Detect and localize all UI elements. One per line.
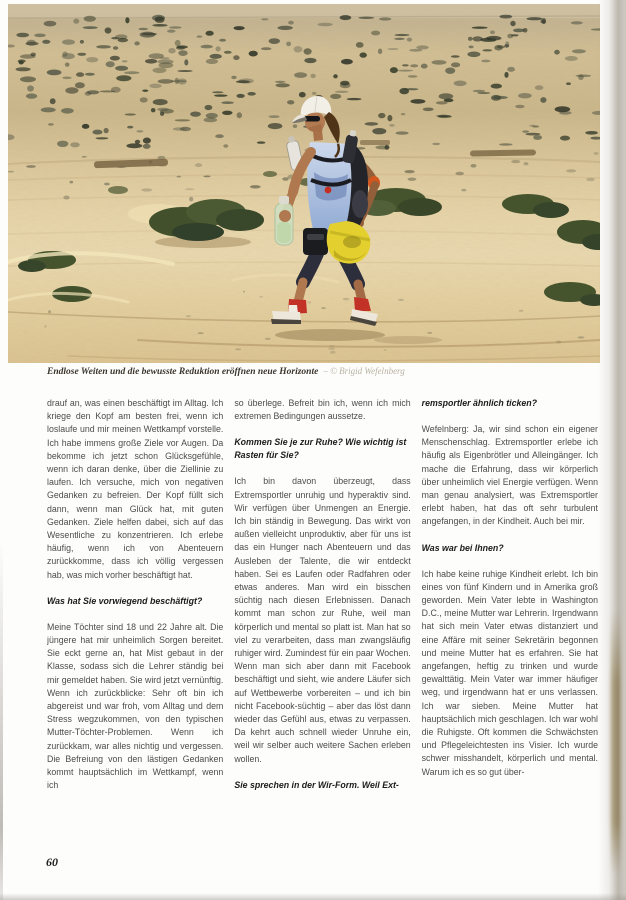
body-paragraph: so überlege. Befreit bin ich, wenn ich mich extremen Bedingungen aussetze.: [234, 398, 411, 422]
interview-question: Kommen Sie je zur Ruhe? Wie wichtig ist Rasten für Sie?: [234, 437, 407, 461]
photo-caption: [47, 366, 592, 377]
page-number: 60: [46, 855, 58, 869]
interview-question: Sie sprechen in der Wir-Form. Weil Ext-: [234, 779, 399, 790]
waist-pouch-black: [303, 228, 328, 255]
article-column-2: [234, 397, 410, 839]
article-body: [47, 397, 598, 839]
caption-text: Endlose Weiten und die bewusste Reduktion eröffnen neue Horizonte: [47, 367, 319, 377]
caption-credit: – © Brigid Wefelnberg: [323, 366, 405, 376]
desert-runner-photo: [8, 4, 600, 363]
interview-question: Was war bei Ihnen?: [421, 542, 504, 553]
article-column-1: [47, 397, 223, 839]
page-edge-next-page-sliver: [611, 610, 623, 875]
article-column-3: [422, 397, 598, 839]
body-paragraph: drauf an, was einen beschäftigt im Alltag. Ich kriege den Kopf am besten frei, wenn ich loslaufe und mir meinen Wettkampf vorstelle. Ich habe immens große Ziele vor Augen. Da bekomme ich jetzt schon Glücksgefühle, wenn ich daran denke, über die Ziellinie zu laufen. Ich versuche, mich von negativen Gedanken zu befreien. Der Kopf füllt sich dann, wenn man Glück hat, mit guten Gedanken. Ziele helfen dabei, sich auf das Wesentliche zu konzentrieren. Ich erlebe häufig, wenn ich von Abenteuern zurückkomme, dass ich völlig vergessen hab, was mich vorher beschäftigt hat.: [47, 398, 224, 580]
interview-question: remsportler ähnlich ticken?: [421, 398, 538, 408]
body-paragraph: Meine Töchter sind 18 und 22 Jahre alt. Die jüngere hat mir unheimlich Sorgen bereitet. Sie eckt gerne an, hat Mist gebaut in der Klasse, sodass sich die Lehrer ständig bei mir gemeldet haben. Sie wird jetzt vernünftig. Wenn ich zurückblicke: Sehr oft bin ich abgereist und war froh, vom Alltag und dem Stress wegzukommen, von den typischen Mutter-Töchter-Problemen. Wenn ich zurückkam, war alles nichtig und vergessen. Die Befreiung von den lästigen Gedanken kommt hauptsächlich im Wettkampf, wenn ich: [47, 621, 224, 791]
page-edge-shadow-right: [598, 0, 626, 900]
interview-question: Was hat Sie vorwiegend beschäftigt?: [47, 595, 203, 606]
body-paragraph: Ich bin davon überzeugt, dass Extremsportler unruhig und hyperaktiv sind. Wir verfügen über Unmengen an Energie. Ich bin ständig in Bewegung. Das wirkt von außen vielleicht unproduktiv, aber für uns ist das ein Hunger nach Abenteuern und das Ausleben der Talente, die wir entdeckt haben. Sei es Laufen oder Radfahren oder etwas anderes. Man wird ein bisschen süchtig nach diesen Erlebnissen. Danach kommt man schon zur Ruhe, weil man körperlich und mental so platt ist. Man hat so viel zu verarbeiten, dass man zwangsläufig ruhiger wird. Zumindest für ein paar Wochen. Wenn man sich aber dann mit Facebook beschäftigt und sieht, wie andere Läufer sich auf Wettbewerbe vorbereiten – und ich bin nicht Facebook-süchtig – aber das löst dann wieder das Gefühl aus, etwas zu verpassen. Da kehrt auch schnell wieder Unruhe ein, weil wir selber auch weitere Sachen erleben wollen.: [234, 476, 411, 764]
page-edge-shadow-left: [0, 0, 3, 900]
body-paragraph: Wefelnberg: Ja, wir sind schon ein eigener Menschenschlag. Extremsportler erlebe ich häufig als Eigenbrötler und Alleingänger. Ich mache die Erfahrung, dass wir körperlich über unheimlich viel Energie verfügen. Wenn man genau analysiert, was Extremsportler erlebt haben, hat das oft sehr turbulent angefangen, in der Kindheit. Auch bei mir.: [421, 424, 598, 527]
body-paragraph: Ich habe keine ruhige Kindheit erlebt. Ich bin eines von fünf Kindern und in Amerika groß geworden. Mein Vater lebte in Washington D.C., meine Mutter war Lehrerin. Irgendwann hat sich mein Vater etwas distanziert und eine Affäre mit seiner Sekretärin begonnen und meine Mutter hat es erfahren. Sie hat angefangen, heftig zu trinken und wurde gewalttätig. Mein Vater war immer häufiger weg, und irgendwann hat er uns verlassen. Ich war sieben. Meine Mutter hat hauptsächlich mich geschlagen. Ich war wohl die Ruhigste. Oft kommen die Schwächsten und Pflegeleichtesten ins Visier. Ich wurde schwer misshandelt, körperlich und mental. Warum ich es so gut über-: [421, 568, 598, 777]
page-edge-shadow-bottom: [0, 893, 626, 900]
